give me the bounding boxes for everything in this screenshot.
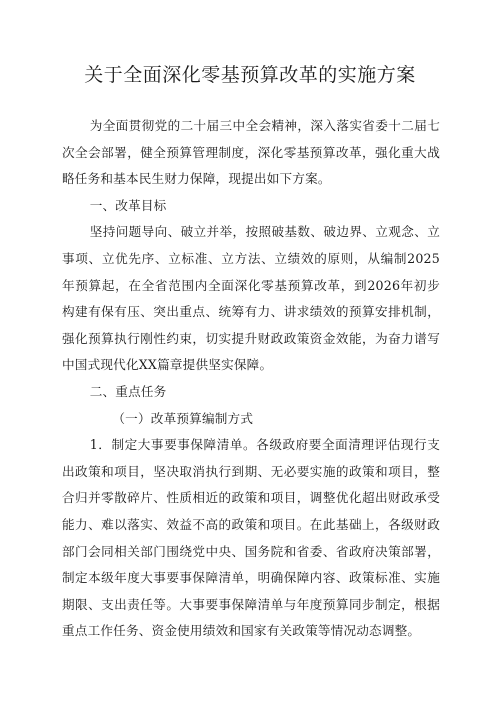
goals-paragraph: 坚持问题导向、破立并举，按照破基数、破边界、立观念、立事项、立优先序、立标准、立方法、立绩效的原则，从编制2025年预算起，在全省范围内全面深化零基预算改革，到2026年初步构建有保有压、突出重点、统筹有力、讲求绩效的预算安排机制，强化预算执行刚性约束，切实提升财政政策资金效能，为奋力谱写中国式现代化XX篇章提供坚实保障。 bbox=[62, 224, 440, 373]
section-heading-tasks: 二、重点任务 bbox=[89, 383, 167, 399]
document-title: 关于全面深化零基预算改革的实施方案 bbox=[84, 64, 416, 86]
subsection-heading-budget-method: （一）改革预算编制方式 bbox=[112, 410, 254, 426]
item-paragraph-priority-list: 1．制定大事要事保障清单。各级政府要全面清理评估现行支出政策和项目，坚决取消执行到期、无必要实施的政策和项目，整合归并零散碎片、性质相近的政策和项目，调整优化超出财政承受能力、难以落实、效益不高的政策和项目。在此基础上，各级财政部门会同相关部门围绕党中央、国务院和省委、省政府决策部署，制定本级年度大事要事保障清单，明确保障内容、政策标准、实施期限、支出责任等。大事要事保障清单与年度预算同步制定，根据重点工作任务、资金使用绩效和国家有关政策等情况动态调整。 bbox=[62, 437, 440, 639]
document-body bbox=[62, 113, 440, 645]
section-heading-goals: 一、改革目标 bbox=[89, 197, 167, 213]
intro-paragraph: 为全面贯彻党的二十届三中全会精神，深入落实省委十二届七次全会部署，健全预算管理制度，深化零基预算改革，强化重大战略任务和基本民生财力保障，现提出如下方案。 bbox=[62, 118, 440, 187]
